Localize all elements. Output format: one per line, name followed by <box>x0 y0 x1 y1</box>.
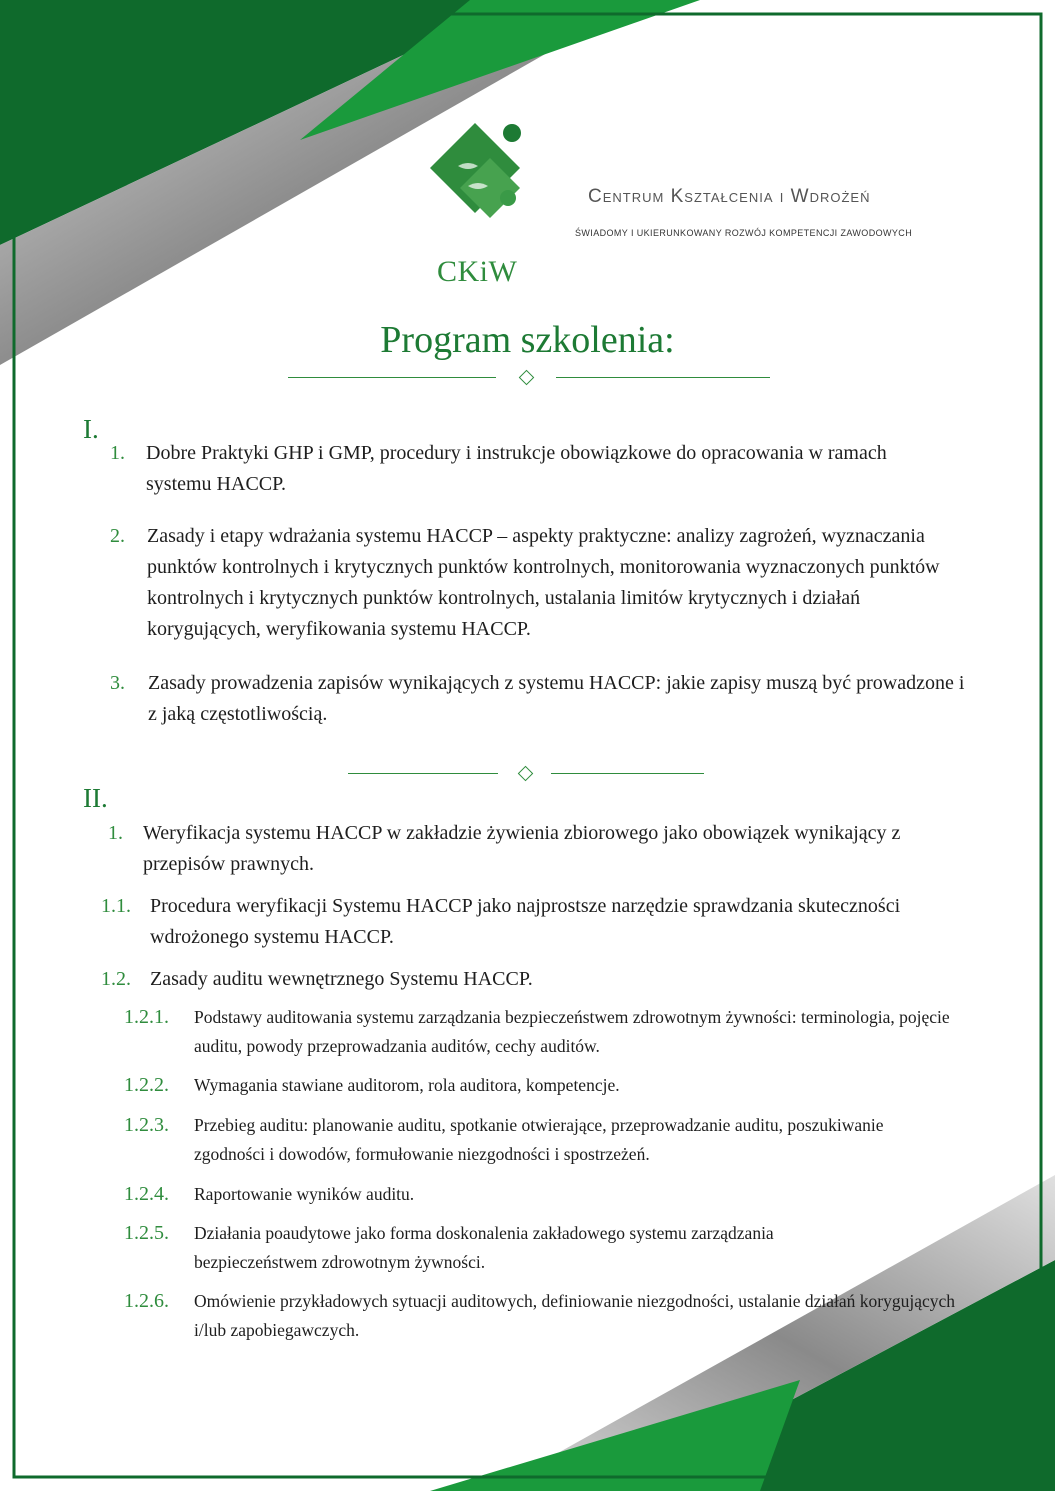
bottom-left-green-strip <box>430 1380 800 1491</box>
item-text: Omówienie przykładowych sytuacji auditowych, definiowanie niezgodności, ustalanie działań korygujących i/lub zapobiegawczych. <box>194 1291 956 1340</box>
diamond-icon <box>518 766 534 782</box>
item-number: 3. <box>110 672 125 694</box>
section-label: I. <box>83 414 99 444</box>
item-text: Działania poaudytowe jako forma doskonalenia zakładowego systemu zarządzania bezpieczeństwem zdrowotnym żywności. <box>194 1223 774 1272</box>
item-text: Weryfikacja systemu HACCP w zakładzie żywienia zbiorowego jako obowiązek wynikający z przepisów prawnych. <box>143 822 901 875</box>
section-label: II. <box>83 783 108 813</box>
item-text: Zasady prowadzenia zapisów wynikających z systemu HACCP: jakie zapisy muszą być prowadzone i z jaką częstotliwością. <box>148 672 965 725</box>
item-number: 1. <box>108 822 123 844</box>
divider <box>348 766 704 782</box>
item-text: Podstawy auditowania systemu zarządzania bezpieczeństwem zdrowotnym żywności: terminologia, pojęcie auditu, powody przeprowadzania auditów, cechy auditów. <box>194 1007 950 1056</box>
diamond-icon <box>519 370 535 386</box>
page-title: Program szkolenia: <box>380 319 675 361</box>
item-number: 1.2.5. <box>124 1222 169 1244</box>
item-text: Dobre Praktyki GHP i GMP, procedury i instrukcje obowiązkowe do opracowania w ramach systemu HACCP. <box>146 442 887 495</box>
item-text: Przebieg auditu: planowanie auditu, spotkanie otwierające, przeprowadzanie auditu, poszukiwanie zgodności i dowodów, formułowanie niezgodności i spostrzeżeń. <box>194 1115 884 1164</box>
logo-text: CKiW <box>437 255 518 288</box>
organization-name: Centrum Kształcenia i Wdrożeń <box>588 186 871 207</box>
puzzle-logo-icon <box>420 118 530 248</box>
item-text: Zasady auditu wewnętrznego Systemu HACCP. <box>150 968 533 990</box>
item-text: Wymagania stawiane auditorom, rola auditora, kompetencje. <box>194 1075 620 1095</box>
item-text: Raportowanie wyników auditu. <box>194 1184 415 1204</box>
item-number: 1.2.6. <box>124 1290 169 1312</box>
header <box>0 0 1055 300</box>
item-number: 1.2.1. <box>124 1006 169 1028</box>
item-number: 1.2.3. <box>124 1114 169 1136</box>
item-number: 1.2.4. <box>124 1183 169 1205</box>
item-text: Procedura weryfikacji Systemu HACCP jako najprostsze narzędzie sprawdzania skuteczności wdrożonego systemu HACCP. <box>150 895 901 948</box>
item-number: 1.1. <box>101 895 131 917</box>
organization-tagline: ŚWIADOMY I UKIERUNKOWANY ROZWÓJ KOMPETENCJI ZAWODOWYCH <box>575 228 913 238</box>
divider <box>288 370 770 386</box>
item-number: 2. <box>110 525 125 547</box>
item-number: 1. <box>110 442 125 464</box>
item-text: Zasady i etapy wdrażania systemu HACCP – aspekty praktyczne: analizy zagrożeń, wyznaczania punktów kontrolnych i krytycznych punktów kontrolnych, monitorowania wyznaczonych punktów kontrolnych i krytycznych punktów kontrolnych, ustalania limitów krytycznych i działań korygujących, weryfikowania systemu HACCP. <box>147 525 940 640</box>
item-number: 1.2. <box>101 968 131 990</box>
item-number: 1.2.2. <box>124 1074 169 1096</box>
